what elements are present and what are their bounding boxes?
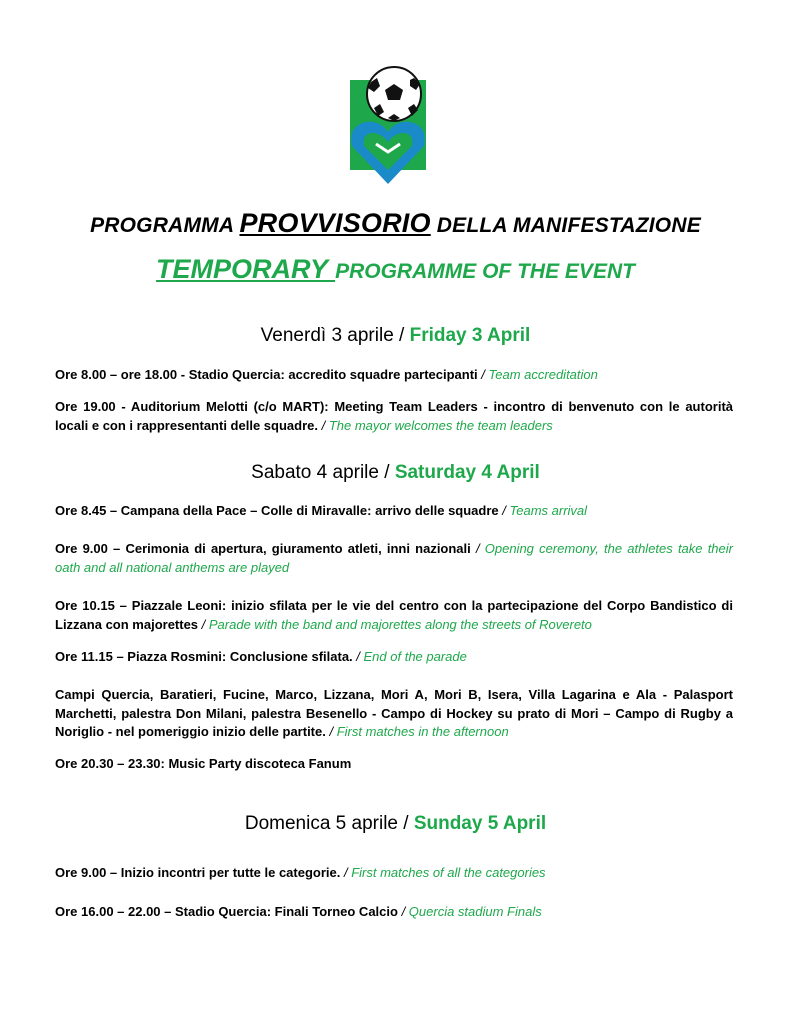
schedule-item: Ore 8.00 – ore 18.00 - Stadio Quercia: accredito squadre partecipanti / Team accreditation (55, 367, 598, 382)
schedule-item: Ore 20.30 – 23.30: Music Party discoteca Fanum (55, 756, 352, 771)
title-it-pre: PROGRAMMA (90, 214, 240, 237)
day-heading-friday: Venerdì 3 aprile / Friday 3 April (260, 325, 531, 346)
schedule-item: Ore 19.00 - Auditorium Melotti (c/o MART): Meeting Team Leaders - incontro di benvenuto con le autorità locali e con i rappresentanti delle squadre. / The mayor welcomes the team leaders (55, 399, 733, 433)
title-english (0, 254, 791, 285)
schedule-item: Ore 11.15 – Piazza Rosmini: Conclusione sfilata. / End of the parade (55, 649, 467, 664)
day-heading-saturday: Sabato 4 aprile / Saturday 4 April (251, 462, 540, 483)
schedule-item: Ore 8.45 – Campana della Pace – Colle di Miravalle: arrivo delle squadre / Teams arrival (55, 503, 588, 518)
title-it-emphasis: PROVVISORIO (239, 208, 431, 238)
schedule-item: Ore 10.15 – Piazzale Leoni: inizio sfilata per le vie del centro con la partecipazione del Corpo Bandistico di Lizzana con majorettes / Parade with the band and majorettes along the streets of Rovereto (55, 598, 733, 632)
title-italian (0, 208, 791, 239)
title-it-post: DELLA MANIFESTAZIONE (430, 214, 701, 237)
schedule-item: Ore 9.00 – Cerimonia di apertura, giuramento atleti, inni nazionali / Opening ceremony, the athletes take their oath and all national anthems are played (55, 541, 733, 575)
schedule-item: Ore 16.00 – 22.00 – Stadio Quercia: Finali Torneo Calcio / Quercia stadium Finals (55, 904, 542, 919)
title-en-post: PROGRAMME OF THE EVENT (335, 260, 635, 283)
event-logo (344, 66, 432, 188)
day-heading-sunday: Domenica 5 aprile / Sunday 5 April (244, 813, 547, 834)
schedule-item: Ore 9.00 – Inizio incontri per tutte le categorie. / First matches of all the categories (55, 865, 546, 880)
title-en-emphasis: TEMPORARY (156, 254, 336, 284)
schedule-item: Campi Quercia, Baratieri, Fucine, Marco, Lizzana, Mori A, Mori B, Isera, Villa Lagarina e Ala - Palasport Marchetti, palestra Don Milani, palestra Besenello - Campo di Hockey su prato di Mori – Campo di Rugby a Noriglio - nel pomeriggio inizio delle partite. / First matches in the afternoon (55, 687, 733, 739)
